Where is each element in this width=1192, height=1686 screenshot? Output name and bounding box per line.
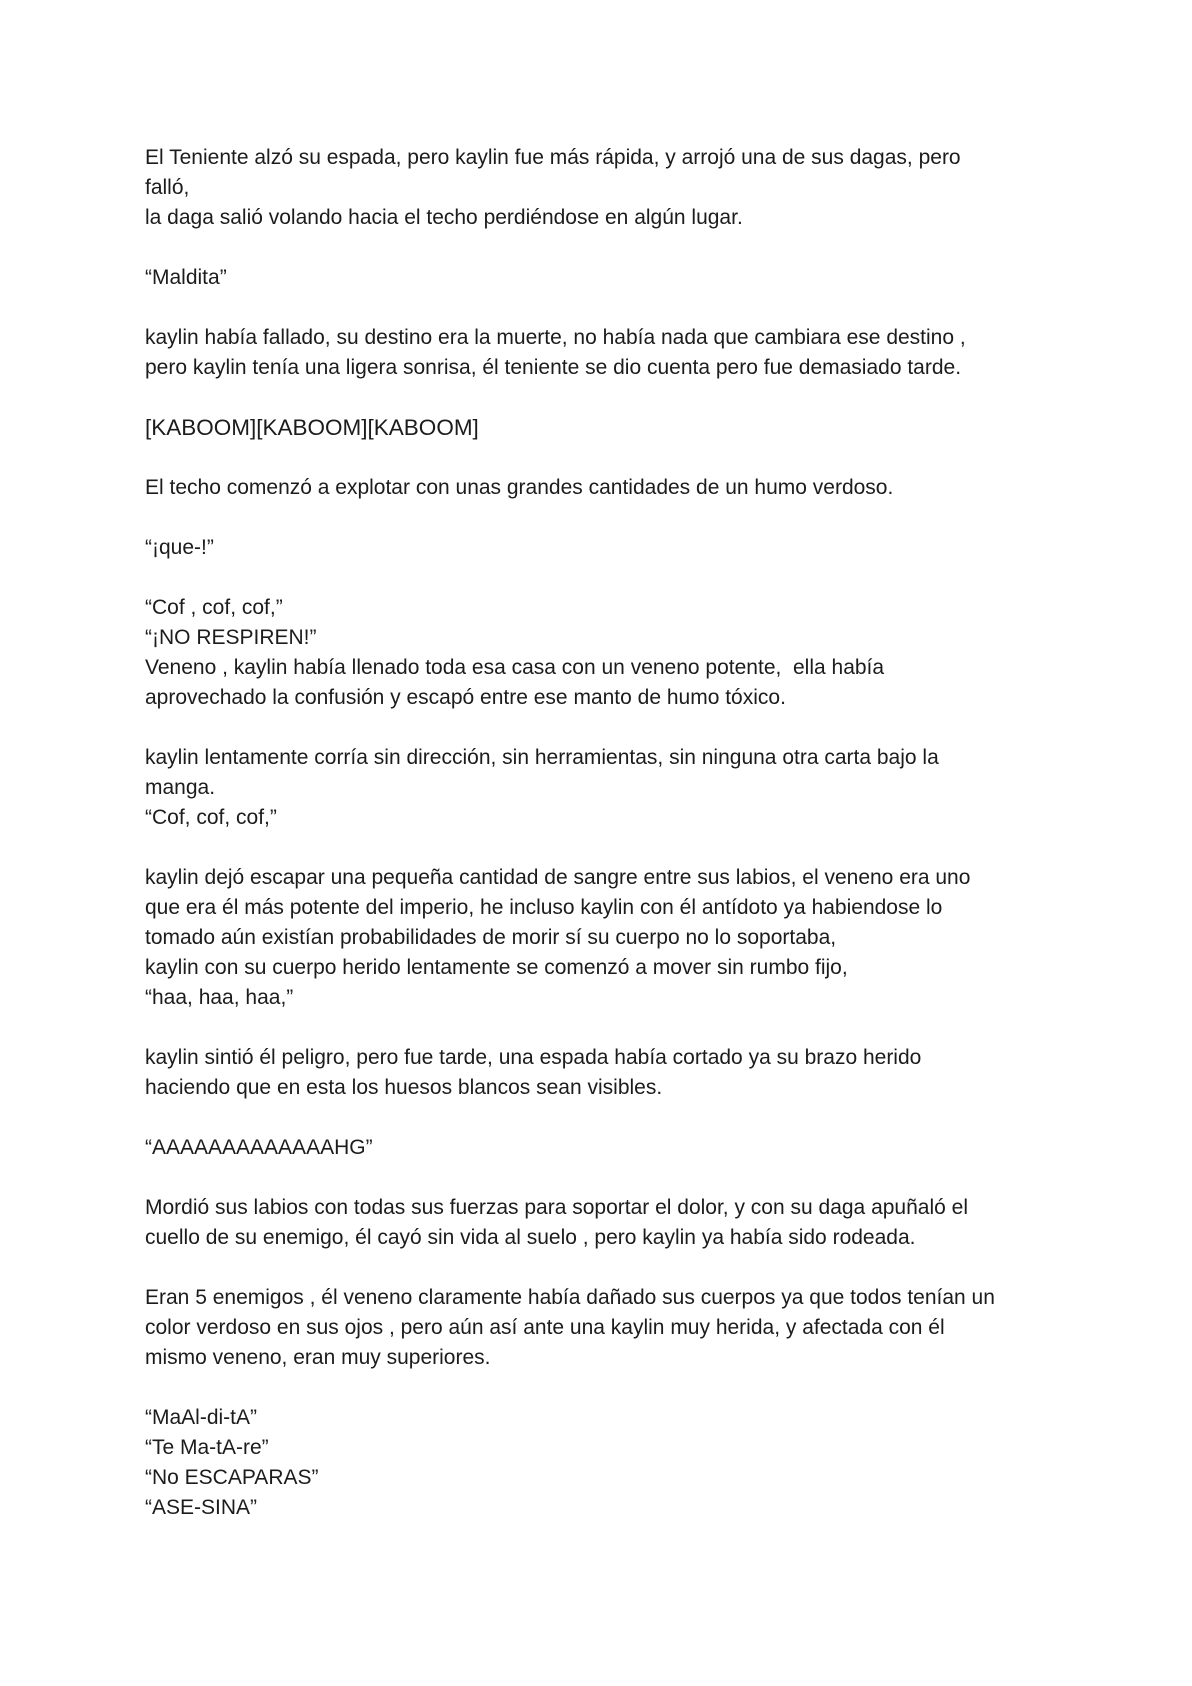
text-line: El Teniente alzó su espada, pero kaylin fue más rápida, y arrojó una de sus dagas, pero [145, 146, 961, 169]
paragraph [145, 323, 1045, 383]
text-line: “Maldita” [145, 266, 227, 289]
paragraph [145, 1193, 1045, 1253]
paragraph [145, 143, 1045, 233]
text-line: kaylin había fallado, su destino era la muerte, no había nada que cambiara ese destino , [145, 326, 966, 349]
text-line: kaylin con su cuerpo herido lentamente se comenzó a mover sin rumbo fijo, [145, 956, 848, 979]
paragraph [145, 743, 1045, 833]
text-line: “Cof, cof, cof,” [145, 806, 277, 829]
paragraph-spacer [145, 1103, 1045, 1133]
paragraph [145, 533, 1045, 563]
paragraph-spacer [145, 563, 1045, 593]
text-line: que era él más potente del imperio, he incluso kaylin con él antídoto ya habiendose lo [145, 896, 943, 919]
text-line: “MaAl-di-tA” [145, 1406, 258, 1429]
paragraph-spacer [145, 503, 1045, 533]
paragraph-spacer [145, 383, 1045, 413]
text-line: “¡NO RESPIREN!” [145, 626, 317, 649]
paragraph-spacer [145, 293, 1045, 323]
text-line: manga. [145, 776, 216, 799]
text-line: cuello de su enemigo, él cayó sin vida al suelo , pero kaylin ya había sido rodeada. [145, 1226, 916, 1249]
paragraph-spacer [145, 233, 1045, 263]
text-line: kaylin sintió él peligro, pero fue tarde, una espada había cortado ya su brazo herido [145, 1046, 922, 1069]
paragraph [145, 413, 1045, 443]
document-body [145, 143, 1045, 1523]
paragraph [145, 1043, 1045, 1103]
text-line: “Cof , cof, cof,” [145, 596, 283, 619]
text-line: pero kaylin tenía una ligera sonrisa, él teniente se dio cuenta pero fue demasiado tarde. [145, 356, 962, 379]
text-line: falló, [145, 176, 190, 199]
paragraph-spacer [145, 443, 1045, 473]
paragraph-spacer [145, 1373, 1045, 1403]
paragraph [145, 1283, 1045, 1373]
text-line: kaylin dejó escapar una pequeña cantidad de sangre entre sus labios, el veneno era uno [145, 866, 971, 889]
paragraph [145, 1133, 1045, 1163]
paragraph [145, 473, 1045, 503]
paragraph-spacer [145, 1253, 1045, 1283]
text-line: “No ESCAPARAS” [145, 1466, 319, 1489]
text-line: Veneno , kaylin había llenado toda esa casa con un veneno potente, ella había [145, 656, 885, 679]
text-line: “ASE-SINA” [145, 1496, 258, 1519]
paragraph [145, 1403, 1045, 1523]
text-line: “haa, haa, haa,” [145, 986, 294, 1009]
text-line: “Te Ma-tA-re” [145, 1436, 269, 1459]
text-line: “¡que-!” [145, 536, 214, 559]
paragraph [145, 263, 1045, 293]
paragraph-spacer [145, 833, 1045, 863]
paragraph [145, 863, 1045, 1013]
text-line: Mordió sus labios con todas sus fuerzas para soportar el dolor, y con su daga apuñaló el [145, 1196, 968, 1219]
text-line: El techo comenzó a explotar con unas grandes cantidades de un humo verdoso. [145, 476, 894, 499]
text-line: [KABOOM][KABOOM][KABOOM] [145, 415, 479, 440]
paragraph [145, 593, 1045, 713]
text-line: aprovechado la confusión y escapó entre ese manto de humo tóxico. [145, 686, 786, 709]
text-line: color verdoso en sus ojos , pero aún así ante una kaylin muy herida, y afectada con él [145, 1316, 945, 1339]
text-line: Eran 5 enemigos , él veneno claramente había dañado sus cuerpos ya que todos tenían un [145, 1286, 995, 1309]
text-line: kaylin lentamente corría sin dirección, sin herramientas, sin ninguna otra carta bajo la [145, 746, 939, 769]
paragraph-spacer [145, 713, 1045, 743]
text-line: tomado aún existían probabilidades de morir sí su cuerpo no lo soportaba, [145, 926, 837, 949]
text-line: la daga salió volando hacia el techo perdiéndose en algún lugar. [145, 206, 743, 229]
text-line: haciendo que en esta los huesos blancos sean visibles. [145, 1076, 663, 1099]
text-line: “AAAAAAAAAAAAAHG” [145, 1136, 373, 1159]
paragraph-spacer [145, 1163, 1045, 1193]
text-line: mismo veneno, eran muy superiores. [145, 1346, 491, 1369]
paragraph-spacer [145, 1013, 1045, 1043]
